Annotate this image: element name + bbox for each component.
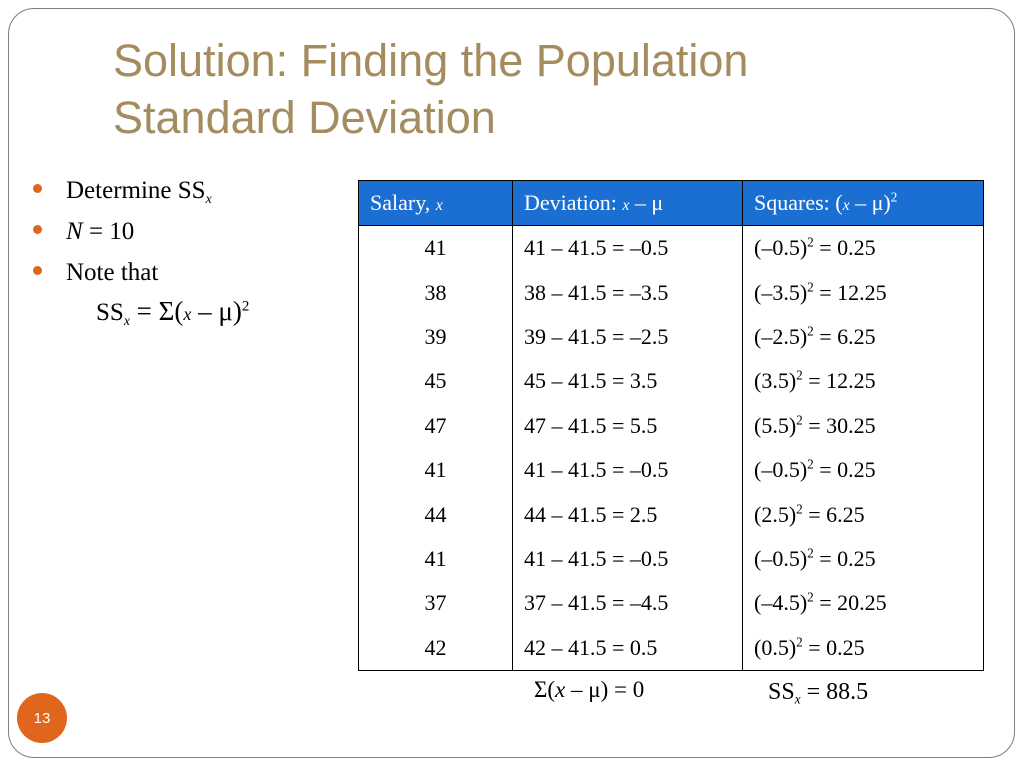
- cell-deviation: 37 – 41.5 = –4.5: [513, 581, 743, 625]
- header-salary: Salary, x: [359, 181, 513, 226]
- cell-square: $(-2.5)^2 = 6.25$: [743, 315, 984, 359]
- cell-deviation: 42 – 41.5 = 0.5: [513, 626, 743, 671]
- bullet-text: = 10: [82, 218, 135, 245]
- table-row: [359, 315, 984, 359]
- table-row: [359, 537, 984, 581]
- cell-deviation: 41 – 41.5 = –0.5: [513, 537, 743, 581]
- formula-sigma: = Σ(: [129, 296, 184, 326]
- bullet-n: [28, 211, 212, 252]
- ss-formula: [96, 296, 249, 329]
- table-header-row: [359, 181, 984, 226]
- page-number-badge: 13: [17, 693, 67, 743]
- cell-deviation: 44 – 41.5 = 2.5: [513, 492, 743, 536]
- bullet-dot-icon: [33, 225, 42, 234]
- cell-salary: 41: [359, 537, 513, 581]
- cell-square: $(5.5)^2 = 30.25$: [743, 404, 984, 448]
- cell-deviation: 39 – 41.5 = –2.5: [513, 315, 743, 359]
- bullet-list: [28, 170, 212, 293]
- cell-salary: 44: [359, 492, 513, 536]
- subscript-x: x: [123, 312, 130, 328]
- cell-salary: 37: [359, 581, 513, 625]
- table-row: [359, 359, 984, 403]
- bullet-determine-ss: [28, 170, 212, 211]
- formula-mu: – μ): [191, 296, 242, 326]
- var-n: N: [66, 218, 83, 245]
- formula-ss: SS: [96, 299, 124, 326]
- table-row: [359, 581, 984, 625]
- var-x: x: [183, 304, 192, 324]
- cell-deviation: 41 – 41.5 = –0.5: [513, 226, 743, 271]
- bullet-text: Note that: [66, 259, 159, 286]
- cell-square: $(-4.5)^2 = 20.25$: [743, 581, 984, 625]
- table-row: [359, 226, 984, 271]
- cell-square: $(2.5)^2 = 6.25$: [743, 492, 984, 536]
- cell-salary: 47: [359, 404, 513, 448]
- cell-salary: 38: [359, 270, 513, 314]
- bullet-note: [28, 252, 212, 293]
- bullet-dot-icon: [33, 184, 42, 193]
- superscript-2: 2: [241, 298, 250, 315]
- cell-deviation: 47 – 41.5 = 5.5: [513, 404, 743, 448]
- cell-square: $(-0.5)^2 = 0.25$: [743, 226, 984, 271]
- title-line-2: Standard Deviation: [113, 92, 496, 143]
- title-line-1: Solution: Finding the Population: [113, 35, 749, 86]
- cell-square: $(-3.5)^2 = 12.25$: [743, 270, 984, 314]
- header-deviation: Deviation: x – μ: [513, 181, 743, 226]
- table-row: [359, 270, 984, 314]
- cell-salary: 45: [359, 359, 513, 403]
- cell-deviation: 38 – 41.5 = –3.5: [513, 270, 743, 314]
- cell-salary: 41: [359, 448, 513, 492]
- sum-of-deviations: Σ(x – μ) = 0: [534, 677, 645, 702]
- cell-square: $(-0.5)^2 = 0.25$: [743, 448, 984, 492]
- cell-square: $(-0.5)^2 = 0.25$: [743, 537, 984, 581]
- table-row: [359, 626, 984, 671]
- table-row: [359, 448, 984, 492]
- sum-of-squares: $SS_x = 88.5$: [768, 679, 869, 707]
- cell-deviation: 45 – 41.5 = 3.5: [513, 359, 743, 403]
- table-row: [359, 404, 984, 448]
- cell-deviation: 41 – 41.5 = –0.5: [513, 448, 743, 492]
- header-squares: Squares: (x – μ)$^2$: [743, 181, 984, 226]
- cell-salary: 39: [359, 315, 513, 359]
- bullet-text: Determine SS: [66, 177, 206, 204]
- cell-salary: 42: [359, 626, 513, 671]
- cell-salary: 41: [359, 226, 513, 271]
- cell-square: $(0.5)^2 = 0.25$: [743, 626, 984, 671]
- table-row: [359, 492, 984, 536]
- slide-title: [113, 32, 973, 146]
- bullet-dot-icon: [33, 266, 42, 275]
- cell-square: $(3.5)^2 = 12.25$: [743, 359, 984, 403]
- deviation-table: [358, 180, 984, 671]
- subscript-x: x: [205, 190, 212, 206]
